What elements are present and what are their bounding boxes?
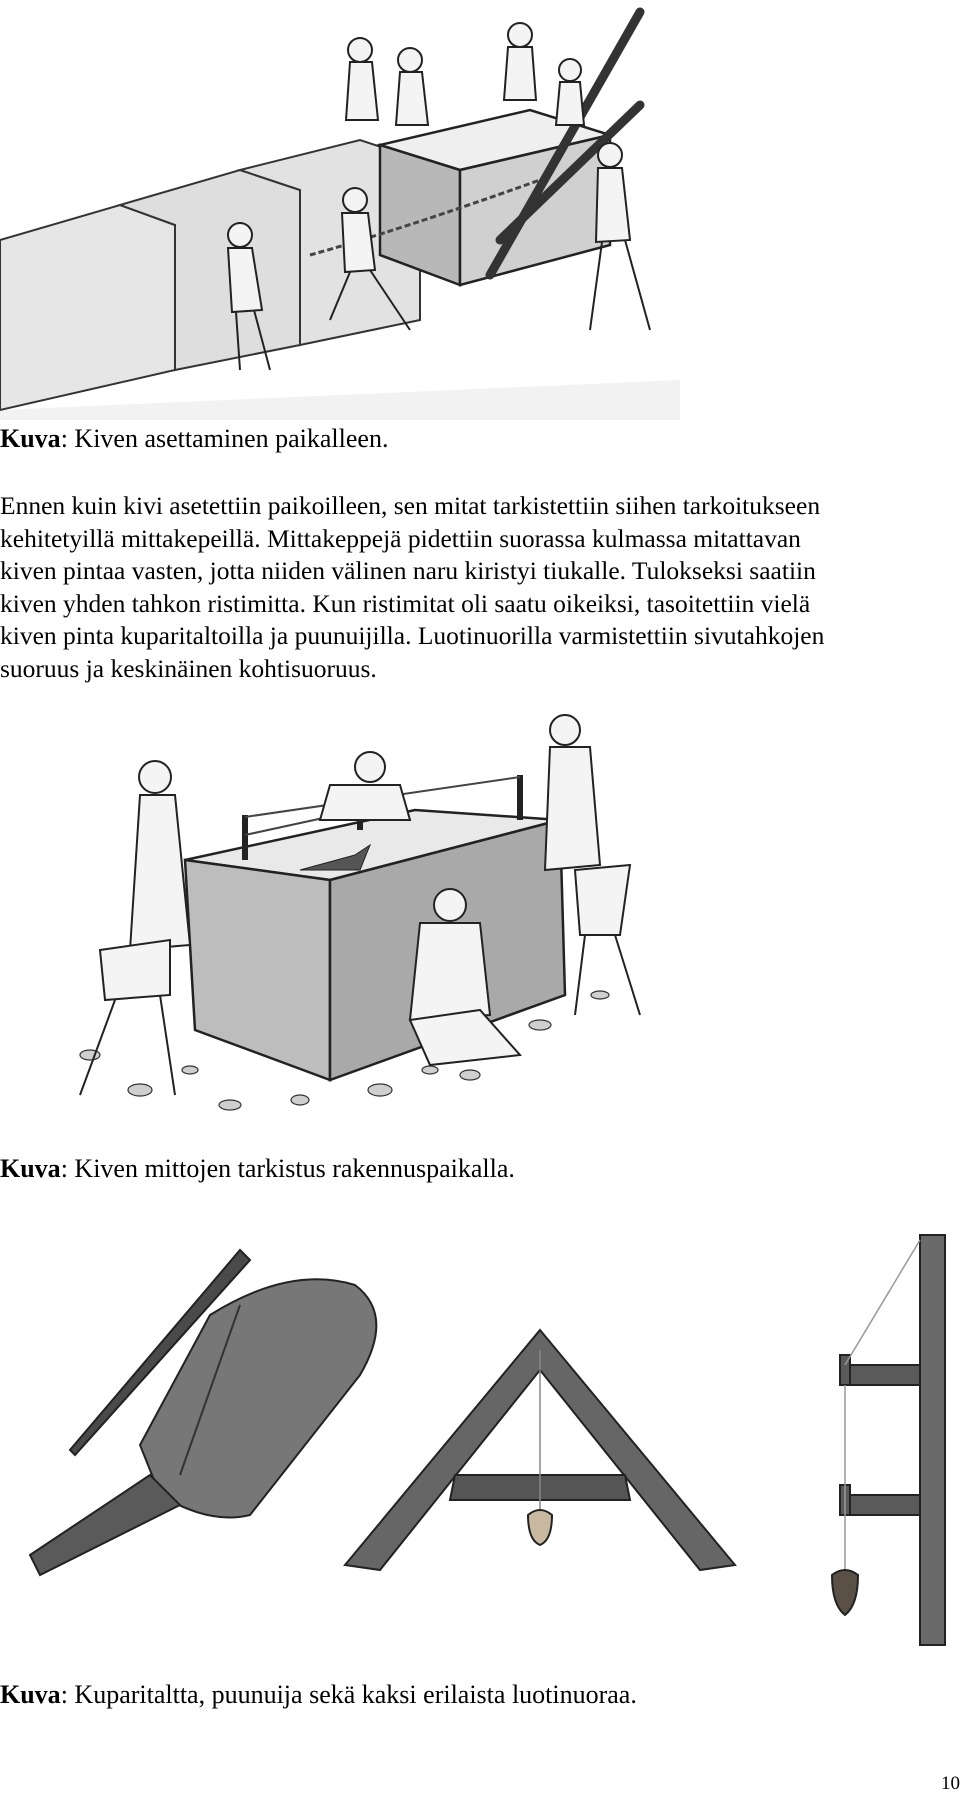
illustration-measuring-stone (0, 695, 680, 1150)
illustration-tools (0, 1225, 960, 1665)
paragraph-line: kiven pinta kuparitaltoilla ja puunuijilla. Luotinuorilla varmistettiin sivutahkojen (0, 621, 825, 650)
body-paragraph (0, 490, 958, 685)
figure-tools (0, 1225, 960, 1665)
paragraph-line: kiven yhden tahkon ristimitta. Kun ristimitat oli saatu oikeiksi, tasoitettiin vielä (0, 588, 811, 618)
paragraph-line: Ennen kuin kivi asetettiin paikoilleen, sen mitat tarkistettiin siihen tarkoitukseen (0, 491, 821, 520)
figure-caption (0, 1680, 637, 1710)
caption-label: Kuva (0, 424, 61, 453)
page-number: 10 (941, 1773, 960, 1794)
caption-label: Kuva (0, 1154, 61, 1183)
plumb-line-board-icon (832, 1235, 945, 1645)
figure-caption (0, 424, 388, 454)
paragraph-line: kiven pintaa vasten, jotta niiden välinen naru kiristyi tiukalle. Tulokseksi saatiin (0, 556, 816, 585)
mallet-icon (30, 1279, 376, 1575)
caption-text: : Kuparitaltta, puunuija sekä kaksi erilaista luotinuoraa. (60, 1680, 637, 1709)
caption-text: : Kiven mittojen tarkistus rakennuspaikalla. (60, 1154, 515, 1183)
caption-label: Kuva (0, 1680, 61, 1709)
figure-placing-stone (0, 0, 680, 420)
plumb-level-icon (345, 1330, 735, 1570)
caption-text: : Kiven asettaminen paikalleen. (60, 424, 389, 453)
paragraph-line: kehitetyillä mittakepeillä. Mittakeppejä pidettiin suorassa kulmassa mitattavan (0, 523, 801, 553)
illustration-placing-stone (0, 0, 680, 420)
paragraph-line: suoruus ja keskinäinen kohtisuoruus. (0, 653, 377, 683)
figure-caption (0, 1154, 515, 1184)
figure-measuring-stone (0, 695, 680, 1150)
